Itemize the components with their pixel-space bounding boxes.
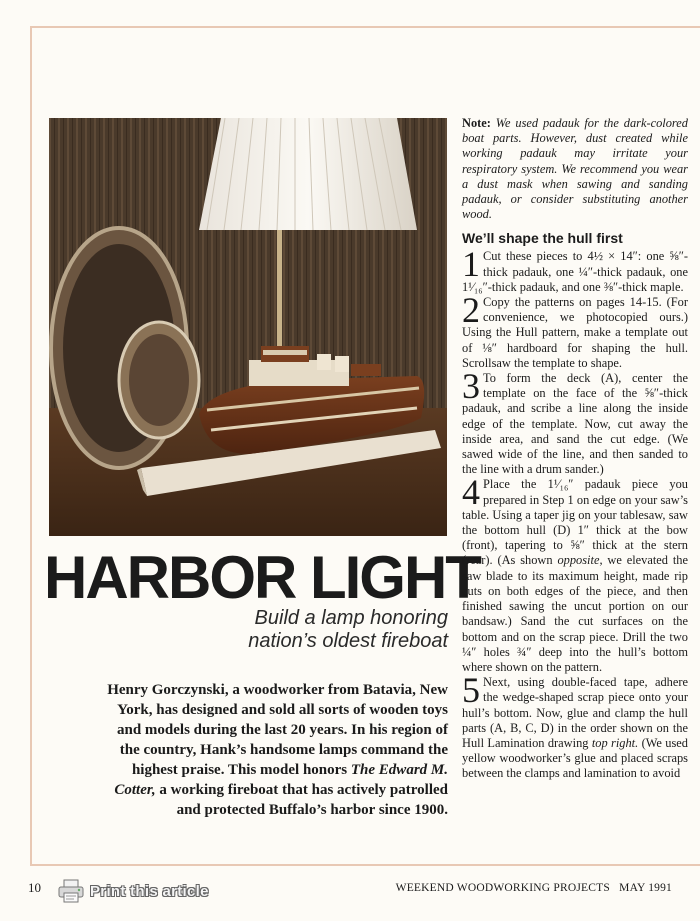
note-text: We used padauk for the dark-colored boat parts. However, dust created while working padauk may irritate your respiratory system. We recommend you wear a dust mask when sawing and sanding padauk, or consider substituting another wood.: [462, 116, 688, 222]
step-3: [462, 366, 688, 477]
right-column: [462, 116, 688, 782]
subtitle-line-1: Build a lamp honoring: [254, 607, 448, 629]
publication-footer: WEEKEND WOODWORKING PROJECTS MAY 1991: [395, 882, 672, 894]
intro-boat-name: The Edward M. Cotter,: [114, 762, 448, 798]
step-4: [462, 472, 688, 675]
step-number: 4: [462, 472, 480, 513]
step-text-a: Next, using double-faced tape, adhere the wedge-shaped scrap piece onto your hull’s bottom. Now, glue and clamp the hull parts (A, B, C, D) in the order shown on the Hull Lamination drawing: [462, 675, 688, 750]
subtitle-line-2: nation’s oldest fireboat: [248, 630, 448, 652]
lamp-photo: [49, 118, 447, 536]
headline: HARBOR LIGHT: [44, 544, 480, 611]
step-number: 1: [462, 244, 480, 285]
step-number: 3: [462, 366, 480, 407]
intro-text-2: a working fireboat that has actively patrolled and protected Buffalo’s harbor since 1900.: [155, 782, 448, 818]
note-label: Note:: [462, 116, 491, 130]
step-number: 5: [462, 670, 480, 711]
step-text-a: Place the 1¹⁄₁₆″ padauk piece you prepared in Step 1 on edge on your saw’s table. Using a taper jig on your tablesaw, saw the bottom hull (D) 1″ thick at the bow (front), tapering to ⅝″ thick at the stern (rear). (As shown: [462, 477, 688, 568]
step-text-emphasis: opposite,: [557, 553, 603, 568]
step-5: [462, 670, 688, 781]
print-article-button[interactable]: [58, 878, 209, 904]
step-text: Copy the patterns on pages 14-15. (For convenience, we photocopied ours.) Using the Hull pattern, make a template out of ⅛″ hardboard for shaping the hull. Scrollsaw the template to shape.: [462, 295, 688, 370]
subtitle: [50, 607, 448, 653]
step-text-b: (We used yellow woodworker’s glue and placed scraps between the clamps and lamination to avoid: [462, 735, 688, 781]
step-1: [462, 244, 688, 295]
section-heading: We’ll shape the hull first: [462, 230, 623, 247]
step-2: [462, 290, 688, 371]
intro-text-1: Henry Gorczynski, a woodworker from Batavia, New York, has designed and sold all sorts of wooden toys and models during the last 20 years. In his region of the country, Hank’s handsome lamps command the highest praise. This model honors: [107, 682, 448, 778]
step-text-emphasis: top right.: [591, 735, 639, 750]
step-text: To form the deck (A), center the template on the face of the ⅝″-thick padauk, and scribe a line along the inside edge of the template. Now, cut away the inside area, and sand the cut edge. (We sawed wide of the line, and then sanded to the line with a drum sander.): [462, 371, 688, 477]
step-number: 2: [462, 290, 480, 331]
note-paragraph: [462, 116, 688, 222]
printer-icon: [58, 879, 84, 903]
step-text-b: we elevated the saw blade to its maximum height, made rip cuts on both edges of the piece, and then finished sawing the uncut portion on our bandsaw.) Sand the cut surfaces on the bottom and on the scrap piece. Drill the two ¼″ holes ¾″ deep into the hull’s bottom where shown on the pattern.: [462, 553, 688, 674]
step-text: Cut these pieces to 4½ × 14″: one ⅝″-thick padauk, one ¼″-thick padauk, one 1¹⁄₁₆″-thick padauk, and one ⅜″-thick maple.: [462, 249, 688, 294]
print-article-label[interactable]: Print this article: [90, 882, 209, 900]
intro-paragraph: [100, 680, 448, 820]
page-number: 10: [28, 880, 41, 895]
